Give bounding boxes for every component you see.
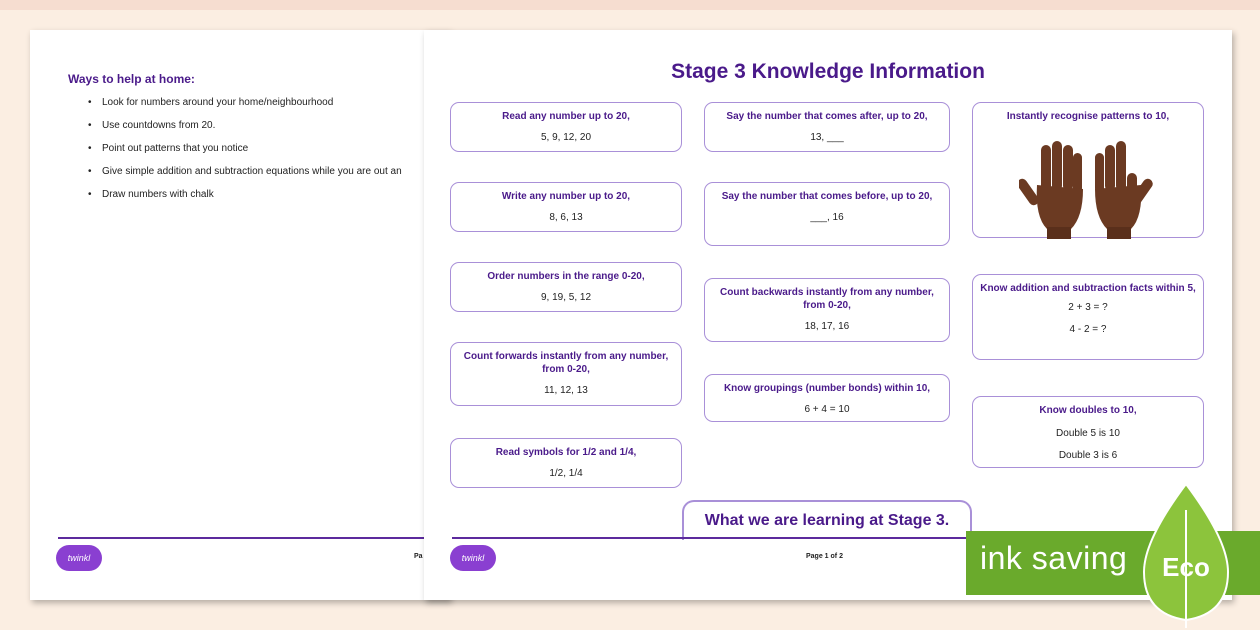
left-hand-icon xyxy=(1019,141,1083,239)
card-title: Say the number that comes after, up to 20, xyxy=(726,111,928,122)
footer-line xyxy=(58,537,450,539)
card-title: Know addition and subtraction facts within 5, xyxy=(980,283,1196,294)
page-number: Page 1 of 2 xyxy=(806,553,843,560)
list-item: • Give simple addition and subtraction equations while you are out an xyxy=(88,165,402,188)
card-value: Double 3 is 6 xyxy=(1058,450,1118,461)
card-title: Instantly recognise patterns to 10, xyxy=(1006,111,1170,122)
knowledge-card xyxy=(450,438,682,488)
twinkl-logo: twinkl xyxy=(56,545,102,571)
card-value: 4 - 2 = ? xyxy=(1069,324,1107,335)
page-number: Pa xyxy=(414,553,423,560)
card-title: Order numbers in the range 0-20, xyxy=(487,271,645,282)
card-value: 5, 9, 12, 20 xyxy=(540,132,592,143)
list-item: • Point out patterns that you notice xyxy=(88,142,402,165)
card-value: Double 5 is 10 xyxy=(1056,428,1120,439)
list-item: • Use countdowns from 20. xyxy=(88,119,402,142)
list-item: • Look for numbers around your home/neighbourhood xyxy=(88,96,402,119)
card-title: Know doubles to 10, xyxy=(1039,405,1137,416)
hands-illustration xyxy=(1019,137,1157,239)
twinkl-logo: twinkl xyxy=(450,545,496,571)
list-item: • Draw numbers with chalk xyxy=(88,188,402,211)
card-value: 13, ___ xyxy=(810,132,844,143)
ways-title: Ways to help at home: xyxy=(68,72,195,86)
page-title: Stage 3 Knowledge Information xyxy=(671,60,985,83)
knowledge-card xyxy=(450,262,682,312)
card-value: 11, 12, 13 xyxy=(544,385,588,396)
card-value: 6 + 4 = 10 xyxy=(804,404,850,415)
knowledge-card xyxy=(704,182,950,246)
card-title: Count forwards instantly from any number, from 0-20, xyxy=(463,351,669,375)
card-title: Read symbols for 1/2 and 1/4, xyxy=(495,447,637,458)
card-value: 1/2, 1/4 xyxy=(549,468,583,479)
card-value: 9, 19, 5, 12 xyxy=(540,292,592,303)
stage-learning-tab: What we are learning at Stage 3. xyxy=(682,500,972,540)
card-value: 2 + 3 = ? xyxy=(1068,302,1108,313)
card-title: Know groupings (number bonds) within 10, xyxy=(723,383,931,394)
card-title: Say the number that comes before, up to 20, xyxy=(721,191,933,202)
top-strip xyxy=(0,0,1260,10)
knowledge-card xyxy=(972,396,1204,468)
knowledge-card xyxy=(704,278,950,342)
card-title: Read any number up to 20, xyxy=(502,111,630,122)
knowledge-card xyxy=(972,274,1204,360)
knowledge-card xyxy=(450,182,682,232)
card-value: ___, 16 xyxy=(810,212,844,223)
card-title: Count backwards instantly from any number, from 0-20, xyxy=(720,287,934,311)
knowledge-card xyxy=(450,102,682,152)
back-page xyxy=(30,30,450,600)
card-title: Write any number up to 20, xyxy=(501,191,631,202)
knowledge-card xyxy=(704,102,950,152)
knowledge-card xyxy=(450,342,682,406)
front-page xyxy=(424,30,1232,600)
knowledge-card-patterns xyxy=(972,102,1204,238)
eco-word: Eco xyxy=(1162,552,1210,582)
eco-leaf-icon xyxy=(1128,480,1244,630)
knowledge-card xyxy=(704,374,950,422)
ink-saving-label: ink saving xyxy=(980,540,1128,576)
ways-list xyxy=(88,96,402,211)
card-value: 18, 17, 16 xyxy=(804,321,850,332)
right-hand-icon xyxy=(1095,141,1155,239)
card-value: 8, 6, 13 xyxy=(549,212,583,223)
